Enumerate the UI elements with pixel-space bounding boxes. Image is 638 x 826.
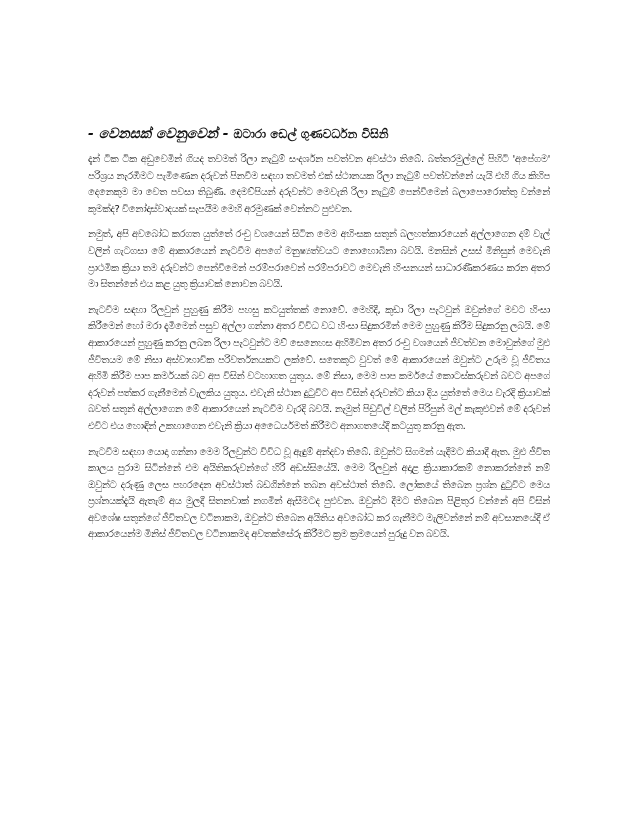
article-author: ඔටාරා ඩෙල් ගුණවර්ධන විසිනි xyxy=(233,127,389,141)
paragraph-1: දැන් ටික ටික අඩුවෙමින් ගියද තවමත් රිලා නැටුම් සංදර්ශන පවත්වන අවස්ථා තිබේ. බත්තරමුල්ලේ පිහිටි 'අපේගම' පරිශ්‍රය නැරඹීමට පැමිණෙන දරුවන් පිනවීම සඳහා තවමත් එක් ස්ථානයක රිලා නැටුම් පවත්වන්නේ යැයි එහි ගිය කිහිප දෙනෙකුම මා වෙත පවසා තිබුණි. දෙමව්පියන් දරුවන්ට මෙවැනි රිලා නැටුම් පෙන්වීමෙන් බලාපොරොත්තු වන්නේ කුමක්ද? විනෝදාස්වාදයක් සැපයීම මෙහි අරමුණක් වෙන්නට පුළුවන. xyxy=(88,154,550,215)
article-title: - වෙනසක් වෙනුවෙන් - xyxy=(88,126,234,142)
paragraph-3: නැටවීම සඳහා රිලවුන් පුහුණු කිරීම පහසු කටයුත්තක් නොවේ. මෙහිදී, කුඩා රිලා පැටවුන් ඔවුන්ගේ මවට හිංසා කිරීමෙන් හෝ මරා දැමීමෙන් පසුව අල්ලා ගන්නා අතර විවිධ වධ හිංසා සිදුකරමින් මෙම පුහුණු කිරීම සිදුකරනු ලබයි. මේ ආකාරයෙන් පුහුණු කරනු ලබන රිලා පැටවුන්ට මව් සෙනෙහස අහිමිවන අතර රංචු වශයෙන් ජීවත්වන මොවුන්ගේ මුළු ජීවිතයම මේ නිසා අස්වාභාවික පරිවර්තනයකට ලක්වේ. සතෙකුට වුවත් මේ ආකාරයෙන් ඔවුන්ට උරුම වූ ජීවිතය අහිමි කිරීම පාප කර්මයක් බව අප විසින් වටහාගත යුතුය. මේ නිසා, මෙම පාප කර්මයේ කොටස්කරුවන් බවට අපගේ දරුවන් පත්කර ගැනීමෙන් වැලකිය යුතුය. එවැනි ස්ථාන දුටුවිට අප විසින් දරුවන්ට කියා දිය යුත්තේ මෙය වැරදි ක්‍රියාවක් බවත් සතුන් අල්ලාගෙන මේ ආකාරයෙන් නැටවීම වැරදි බවයි. නැමුත් පිඩුවිල් වලින් පිරිපුන් මල් කැකුළුවන් මේ දරුවන් එවිට එය හොඳින් උකහාගෙන එවැනි ක්‍රියා අධෛර්යමත් කිරීමට අනාගතයේදී කටයුතු කරනු ඇත. xyxy=(88,304,550,432)
paragraph-4: නැටවීම සඳහා යොදා ගන්නා මෙම රිලවුන්ට විවිධ වූ ඇඳුම් අන්දවා තිබේ. ඔවුන්ට සිගමන් යැදීමට කියාදී ඇත. මුළු ජීවිත කාලය පුරාම සිටින්නේ එම අයිතිකරුවන්ගේ හිරි අඩස්සියේයි. මෙම රිලවුන් අදාළ ක්‍රියාකාරකම් නොකරන්නේ නම් ඔවුන්ට දරුණු ලෙස පහරදෙන අවස්ථාත් බඩගින්නේ තබන අවස්ථාත් තිබේ. ලෝකයේ තිබෙන ප්‍රශ්න දුටුවිට මෙය ප්‍රශ්නයක්දැයි ඇතැම් අය මුලදී සිතනවාක් නගමින් ඇසීමටද පුළුවන. ඔවුන්ට දීමට තිබෙන පිළිතුර වන්නේ අපි විසින් අවශේෂ සතුන්ගේ ජීවිතවල වටිනාකම, ඔවුන්ට තිබෙන අයිතිය අවබෝධ කර ගැනීමට මැලිවන්නේ නම් අවසානයේදී ඒ ආකාරයෙන්ම මිනිස් ජීවිතවල වටිනාකමද අවතක්සේරු කිරීමට ක්‍රම ක්‍රමයෙන් පුරුදු වන බවයි. xyxy=(88,446,550,541)
paragraph-2: නමුත්, අපි අවබෝධ කරගත යුත්තේ රංචු වශයෙන් සිටින මෙම අහිංසක සතුන් බලහත්කාරයෙන් අල්ලාගෙන දම් වැල් වලින් ගැටගසා මේ ආකාරයෙන් නැටවීම අපගේ මනුෂ්‍යත්වයට නොහොබිනා බවයි. මනසින් උසස් මිනිසුන් මෙවැනි ප්‍රාථමික ක්‍රියා තම දරුවන්ට පෙන්වීමෙන් පරම්පරාවෙන් පරම්පරාවට මෙවැනි හිංසනයන් සාධාරණීකරණය කරන අතර මා සිතන්නේ එය කළ යුතු ක්‍රියාවක් නොවන බවයි. xyxy=(88,229,550,291)
article-title-line xyxy=(88,126,550,143)
document-page xyxy=(88,126,550,816)
